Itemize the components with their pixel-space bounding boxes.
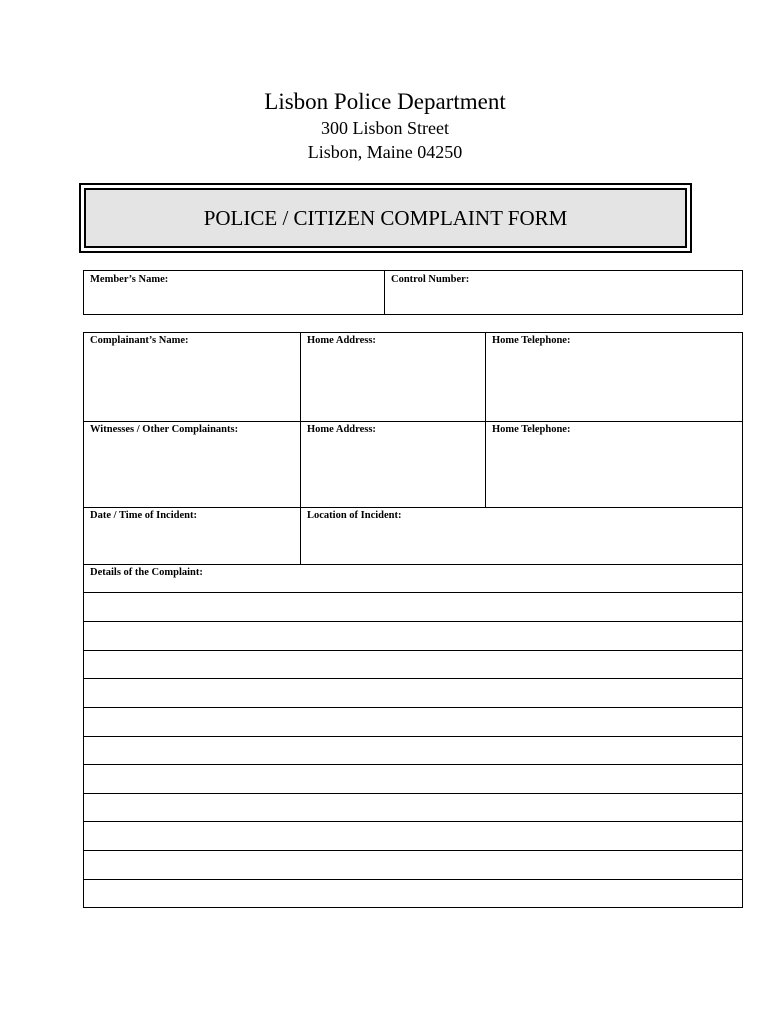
- complainant-home-telephone-label: Home Telephone:: [492, 335, 571, 346]
- witness-home-address-label: Home Address:: [307, 424, 376, 435]
- letterhead: [0, 88, 770, 164]
- control-number-field[interactable]: [385, 288, 742, 314]
- witnesses-field[interactable]: [84, 439, 299, 506]
- control-number-label: Control Number:: [391, 274, 470, 285]
- complainant-home-telephone-field[interactable]: [486, 350, 742, 420]
- witnesses-label: Witnesses / Other Complainants:: [90, 424, 239, 435]
- form-title-frame: [79, 183, 692, 253]
- complainants-name-field[interactable]: [84, 350, 299, 420]
- witness-home-telephone-field[interactable]: [486, 439, 742, 506]
- members-name-field[interactable]: [84, 288, 383, 314]
- members-name-label: Member’s Name:: [90, 274, 169, 285]
- complainants-name-label: Complainant’s Name:: [90, 335, 189, 346]
- form-title: POLICE / CITIZEN COMPLAINT FORM: [84, 188, 687, 248]
- city-state-zip: Lisbon, Maine 04250: [307, 142, 463, 162]
- date-time-label: Date / Time of Incident:: [90, 510, 197, 521]
- street-address: 300 Lisbon Street: [321, 118, 449, 138]
- witness-home-address-field[interactable]: [301, 439, 484, 506]
- details-label: Details of the Complaint:: [90, 567, 203, 578]
- date-time-field[interactable]: [84, 525, 299, 563]
- location-field[interactable]: [301, 525, 742, 563]
- location-label: Location of Incident:: [307, 510, 402, 521]
- witness-home-telephone-label: Home Telephone:: [492, 424, 571, 435]
- row-divider-details: [83, 564, 743, 565]
- row-divider-incident: [83, 507, 743, 508]
- row-divider-witnesses: [83, 421, 743, 422]
- department-name: Lisbon Police Department: [264, 89, 506, 114]
- complainant-home-address-label: Home Address:: [307, 335, 376, 346]
- complainant-home-address-field[interactable]: [301, 350, 484, 420]
- details-field[interactable]: [84, 582, 742, 907]
